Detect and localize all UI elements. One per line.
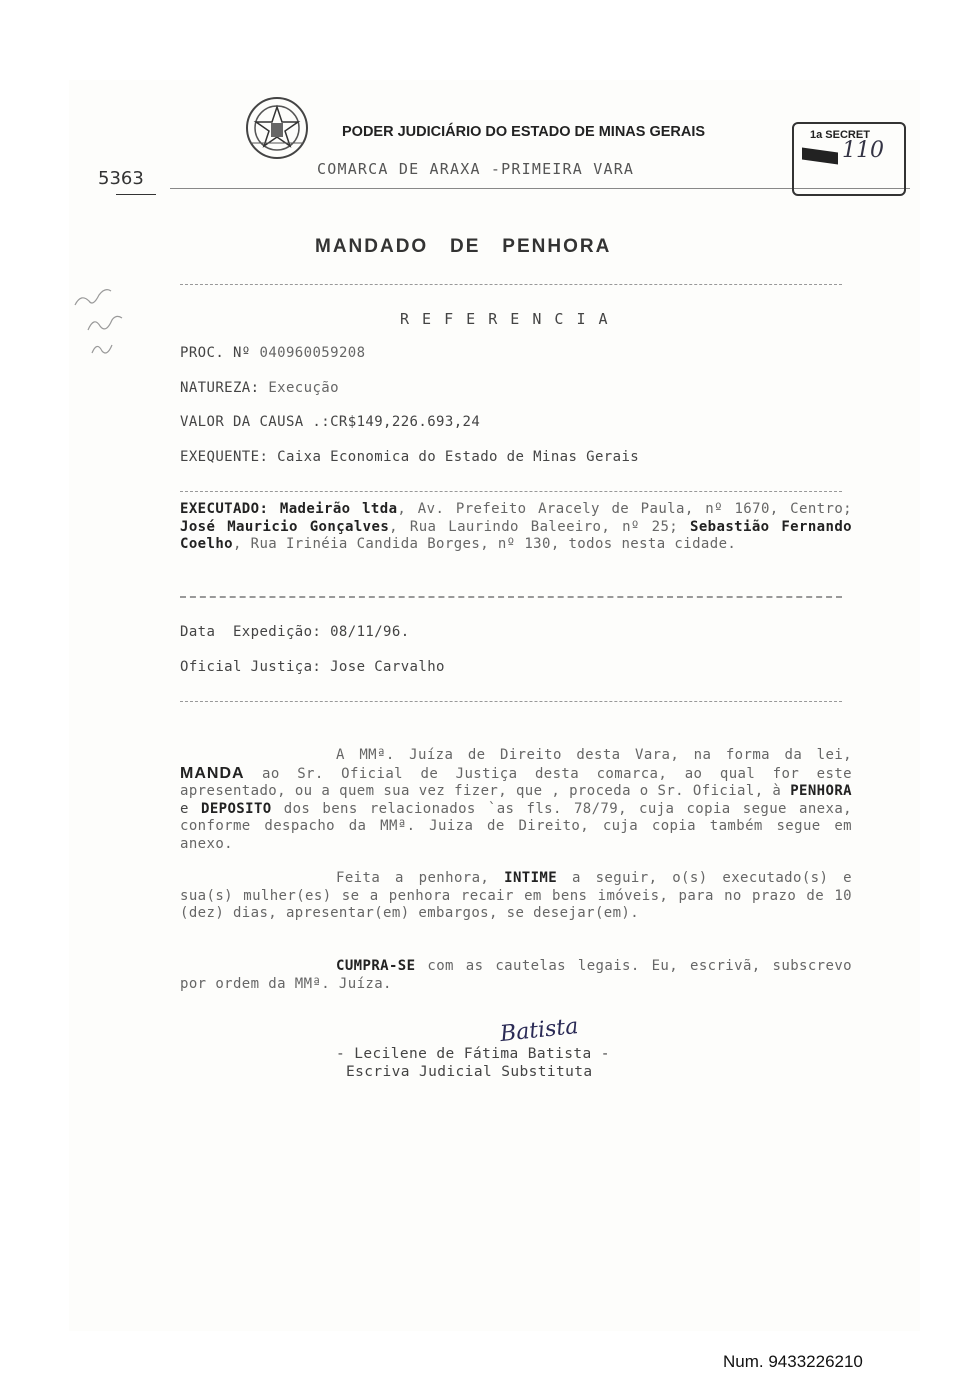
exequente-label: EXEQUENTE: [180, 449, 269, 465]
document-title: MANDADO DE PENHORA [315, 236, 612, 257]
divider-1 [180, 284, 842, 285]
p1-e: e [180, 800, 189, 817]
margin-underline [116, 194, 156, 195]
paragraph-3 [180, 958, 852, 993]
p2-intime: INTIME [504, 870, 558, 886]
p1-deposito: DEPOSITO [200, 800, 272, 817]
divider-2 [180, 491, 842, 492]
natureza-label: NATUREZA: [180, 380, 260, 396]
margin-annotation-icon [70, 275, 130, 375]
natureza-value: Execução [268, 380, 339, 396]
court-name: PODER JUDICIÁRIO DO ESTADO DE MINAS GERAIS [342, 124, 706, 140]
margin-number: 5363 [98, 168, 144, 189]
valor-causa-field: VALOR DA CAUSA .:CR$149,226.693,24 [180, 414, 481, 430]
exequente-field [180, 449, 639, 465]
p3-cumpra-se: CUMPRA-SE [336, 958, 416, 974]
divider-3 [180, 596, 842, 598]
document-number: Num. 9433226210 [723, 1352, 863, 1371]
p1-text-a: A MMª. Juíza de Direito desta Vara, na forma da lei, [336, 747, 852, 763]
p1-manda: MANDA [180, 764, 245, 782]
signatory-role: Escriva Judicial Substituta [346, 1064, 593, 1080]
executado-block [180, 501, 852, 554]
executado-name-2: José Mauricio Gonçalves [180, 518, 390, 535]
paragraph-2 [180, 870, 852, 923]
p3-text-b: com as cautelas legais. Eu, escrivã, subscrevo por ordem da MMª. Juíza. [180, 958, 852, 992]
secretary-stamp [792, 122, 906, 196]
p2-text-b: a seguir, o(s) executado(s) e sua(s) mulher(es) se a penhora recair em bens imóveis, para no prazo de 10 (dez) dias, apresentar(em) embargos, se desejar(em). [180, 870, 852, 921]
p2-text-a: Feita a penhora, [336, 870, 490, 886]
document-page [69, 80, 920, 1331]
executado-address-2: , Rua Laurindo Baleeiro, nº 25; [389, 518, 679, 535]
comarca-name: COMARCA DE ARAXA -PRIMEIRA VARA [317, 160, 635, 178]
referencia-heading: R E F E R E N C I A [400, 310, 610, 328]
stamp-number: 110 [842, 138, 884, 163]
handwritten-signature: Batista [498, 1013, 580, 1048]
proc-label: PROC. Nº [180, 345, 251, 361]
p1-text-c: dos bens relacionados `as fls. 78/79, cuja copia segue anexa, conforme despacho da MMª. Juiza de Direito, cuja copia também segue em anexo. [180, 800, 852, 852]
signatory-name: - Lecilene de Fátima Batista - [336, 1046, 610, 1062]
natureza-field [180, 380, 339, 396]
executado-address-1: , Av. Prefeito Aracely de Paula, nº 1670, Centro; [397, 501, 852, 517]
data-expedicao: Data Expedição: 08/11/96. [180, 624, 410, 640]
oficial-justica: Oficial Justiça: Jose Carvalho [180, 659, 445, 675]
paragraph-1 [180, 747, 852, 853]
executado-name-1: Madeirão ltda [279, 501, 398, 517]
stamp-label: 1a SECRET [810, 129, 870, 141]
p1-penhora: PENHORA [790, 783, 852, 799]
executado-name-3: Sebastião Fernando Coelho [180, 518, 852, 553]
proc-value: 040960059208 [259, 345, 366, 361]
stamp-scribble [802, 147, 838, 164]
coat-of-arms-icon [243, 93, 311, 163]
executado-address-3: , Rua Irinéia Candida Borges, nº 130, todos nesta cidade. [232, 536, 737, 553]
divider-4 [180, 701, 842, 702]
exequente-value: Caixa Economica do Estado de Minas Gerais [277, 449, 640, 465]
executado-label: EXECUTADO: [180, 501, 269, 517]
p1-text-b: ao Sr. Oficial de Justiça desta comarca, ao qual for este apresentado, ou a quem sua vez fizer, que , proceda o Sr. Oficial, à [180, 765, 852, 799]
proc-field [180, 345, 365, 361]
